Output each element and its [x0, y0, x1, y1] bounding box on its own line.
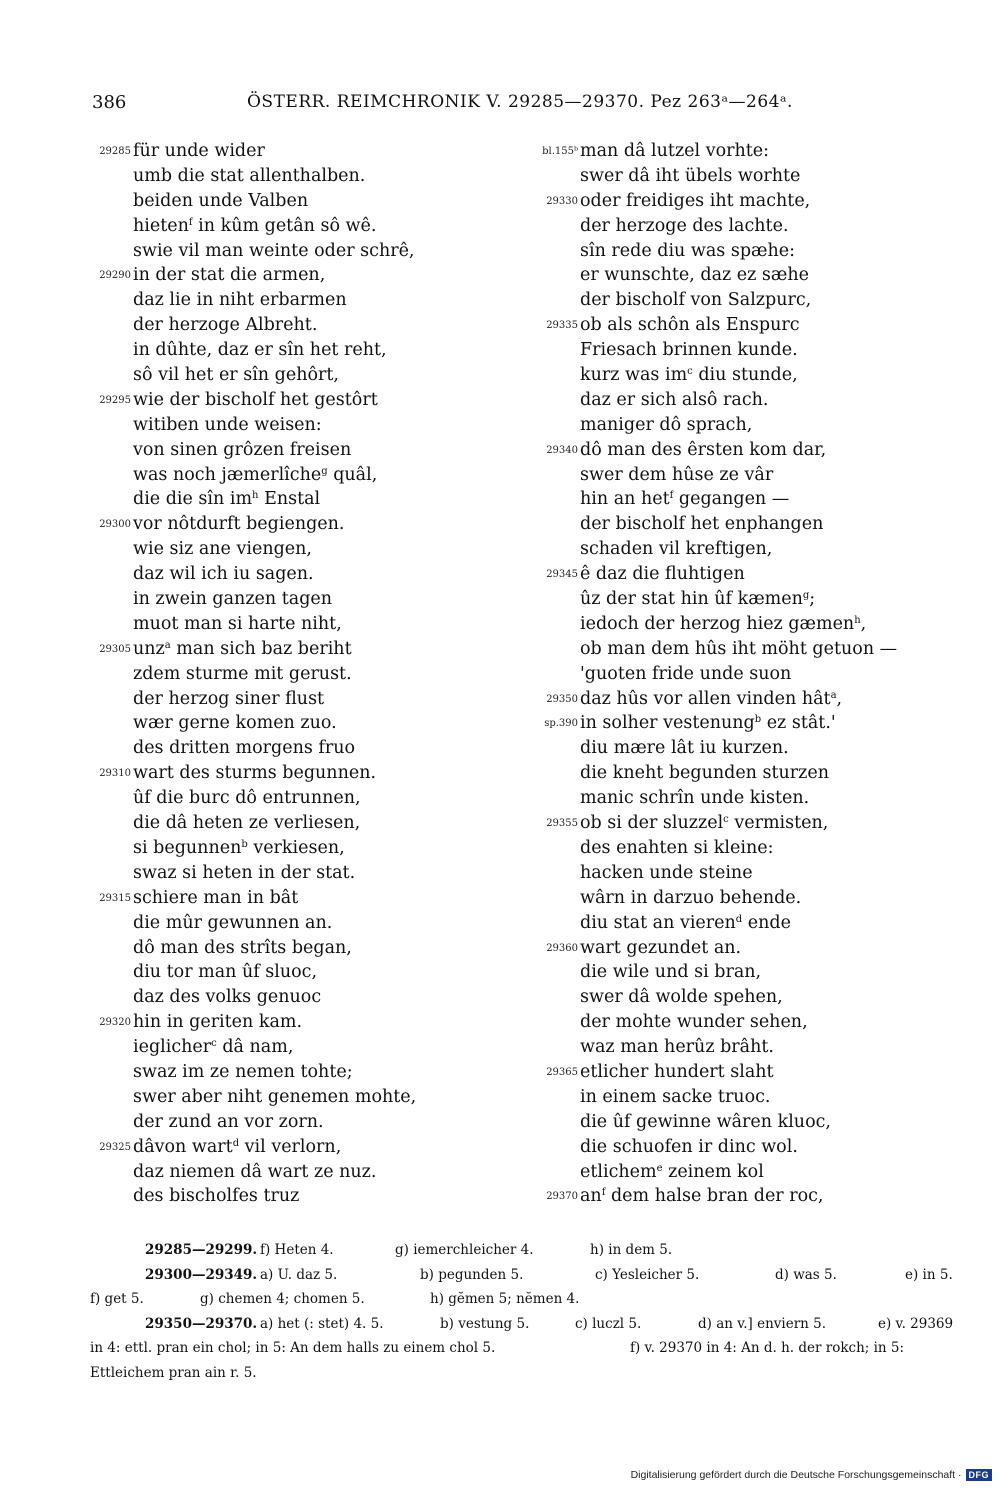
verse-line: [85, 1035, 515, 1060]
note-entry: f) get 5.: [90, 1291, 144, 1307]
verse-text: die dâ heten ze verliesen,: [133, 813, 361, 834]
verse-line: [85, 562, 515, 587]
verse-text: wie siz ane viengen,: [133, 539, 312, 560]
footnote-marker: c: [723, 814, 729, 826]
verse-text: hacken unde steine: [580, 862, 753, 883]
verse-line: [85, 214, 515, 239]
verse-line: [85, 1060, 515, 1085]
footnote-marker: c: [687, 366, 693, 378]
verse-number: 29305: [99, 643, 131, 655]
verse-text: wart des sturms begunnen.: [133, 763, 377, 784]
verse-text: der herzog siner flust: [133, 688, 325, 709]
note-range: 29300—29349.: [145, 1266, 258, 1283]
verse-text: witiben unde weisen:: [133, 414, 322, 435]
note-entry: c) Yesleicher 5.: [595, 1266, 700, 1283]
note-entry: e) in 5.: [905, 1266, 953, 1283]
verse-line: [85, 388, 515, 413]
verse-line: [85, 786, 515, 811]
verse-line: [520, 537, 940, 562]
note-range: 29285—29299.: [145, 1242, 258, 1258]
verse-line: [85, 313, 515, 338]
verse-line: [85, 736, 515, 761]
footnote-marker: g: [802, 590, 810, 602]
verse-line: [85, 1110, 515, 1135]
verse-number: 29370: [546, 1191, 578, 1203]
verse-line: [85, 189, 515, 214]
verse-line: [520, 836, 940, 861]
verse-line: [520, 313, 940, 338]
verse-number: 29355: [546, 818, 578, 830]
footnote-marker: h: [854, 614, 861, 626]
note-entry: e) v. 29369: [878, 1315, 954, 1332]
verse-line: [85, 139, 515, 164]
verse-text: in dûhte, daz er sîn het reht,: [133, 340, 387, 361]
note-entry: h) in dem 5.: [590, 1242, 673, 1258]
verse-line: [520, 662, 940, 687]
verse-line: [85, 911, 515, 936]
verse-line: [85, 612, 515, 637]
verse-text: daz wil ich iu sagen.: [133, 564, 314, 585]
verse-text: $an^f$ dem halse bran der roc,: [580, 1186, 824, 1207]
verse-text: der bischolf von Salzpurc,: [580, 290, 812, 311]
verse-text: vor nôtdurft begiengen.: [133, 514, 345, 535]
verse-text: beiden unde Valben: [133, 190, 309, 211]
verse-line: [520, 1135, 940, 1160]
verse-line: [520, 936, 940, 961]
verse-text: daz des volks genuoc: [133, 987, 322, 1008]
verse-line: [520, 612, 940, 637]
footnote-marker: c: [211, 1038, 217, 1050]
verse-text: ê daz die fluhtigen: [580, 564, 745, 585]
note-line: [90, 1336, 960, 1361]
verse-line: [85, 1085, 515, 1110]
verse-text: er wunschte, daz ez sæhe: [580, 265, 809, 286]
note-entry: b) vestung 5.: [440, 1315, 530, 1332]
verse-line: [520, 786, 940, 811]
verse-line: [520, 189, 940, 214]
note-entry: h) gĕmen 5; nĕmen 4.: [430, 1291, 580, 1307]
verse-line: [520, 388, 940, 413]
verse-number: 29335: [546, 320, 578, 332]
note-entry: d) was 5.: [775, 1266, 837, 1283]
verse-text: maniger dô sprach,: [580, 414, 753, 435]
verse-number: 29300: [99, 519, 131, 531]
verse-line: [520, 736, 940, 761]
verse-line: [520, 164, 940, 189]
footnote-marker: b: [754, 714, 762, 726]
verse-line: [520, 911, 940, 936]
verse-line: [85, 960, 515, 985]
verse-text: wær gerne komen zuo.: [133, 713, 337, 734]
verse-text: der herzoge Albreht.: [133, 315, 318, 336]
verse-line: [520, 239, 940, 264]
verse-text: diu tor man ûf sluoc,: [133, 962, 318, 983]
verse-text: die die sîn $im^h$ Enstal: [133, 489, 321, 510]
verse-text: sîn rede diu was spæhe:: [580, 240, 795, 261]
verse-line: [520, 811, 940, 836]
verse-line: [520, 463, 940, 488]
verse-text: si begunnen$^b$ verkiesen,: [133, 837, 345, 858]
verse-text: iedoch der herzog hiez gæmen$^h$,: [580, 613, 867, 634]
verse-number: 29285: [99, 146, 131, 157]
verse-line: [85, 1135, 515, 1160]
verse-line: [520, 960, 940, 985]
verse-text: die kneht begunden sturzen: [580, 763, 830, 784]
verse-line: [520, 438, 940, 463]
left-text-column: [85, 139, 515, 1209]
verse-line: [520, 363, 940, 388]
note-entry: a) het (: stet) 4. 5.: [260, 1315, 384, 1332]
verse-text: daz er sich alsô rach.: [580, 389, 769, 410]
verse-text: des enahten si kleine:: [580, 837, 774, 858]
dfg-logo: DFG: [966, 1469, 993, 1481]
verse-number: 29340: [546, 444, 578, 456]
verse-line: [85, 1184, 515, 1209]
verse-number: 29350: [546, 693, 578, 705]
verse-text: diu mære lât iu kurzen.: [580, 738, 789, 759]
verse-number: bl.155ᵇ: [542, 146, 578, 157]
verse-number: 29360: [546, 942, 578, 954]
verse-line: [85, 1010, 515, 1035]
verse-text: dâvon wart$^d$ vil verlorn,: [133, 1136, 342, 1157]
footnote-marker: g: [321, 465, 328, 477]
verse-line: [85, 338, 515, 363]
note-entry: f) Heten 4.: [260, 1242, 334, 1258]
verse-text: man dâ lutzel vorhte:: [580, 141, 770, 161]
verse-text: zdem sturme mit gerust.: [133, 663, 352, 684]
verse-line: [85, 239, 515, 264]
verse-line: [85, 363, 515, 388]
note-entry: c) luczl 5.: [575, 1315, 642, 1332]
note-line: [90, 1312, 960, 1337]
note-entry: g) iemerchleicher 4.: [395, 1242, 534, 1258]
footer-credit: [631, 1469, 992, 1481]
verse-number: 29320: [99, 1017, 131, 1029]
verse-text: ob si der sluzzel$^c$ vermisten,: [580, 813, 829, 834]
verse-text: von sinen grôzen freisen: [133, 439, 352, 460]
verse-line: [520, 886, 940, 911]
verse-line: [520, 338, 940, 363]
footnote-marker: f: [188, 216, 193, 228]
verse-text: etlichem$^e$ zeinem kol: [580, 1161, 764, 1182]
verse-line: [85, 985, 515, 1010]
verse-text: der bischolf het enphangen: [580, 514, 824, 535]
verse-line: [520, 1035, 940, 1060]
verse-text: hin an het$^f$ gegangen —: [580, 489, 790, 510]
verse-line: [520, 1085, 940, 1110]
verse-text: etlicher hundert slaht: [580, 1061, 774, 1082]
verse-text: swer dâ iht übels worhte: [580, 165, 801, 186]
verse-text: schaden vil kreftigen,: [580, 539, 773, 560]
footnote-marker: e: [656, 1162, 663, 1174]
verse-text: die ûf gewinne wâren kluoc,: [580, 1111, 831, 1132]
footnote-marker: d: [232, 1137, 240, 1149]
verse-line: [520, 413, 940, 438]
verse-line: [85, 288, 515, 313]
verse-text: der zund an vor zorn.: [133, 1111, 324, 1132]
verse-text: ûz der stat hin ûf kæmen$^g$;: [580, 589, 816, 610]
note-entry: d) an v.] enviern 5.: [698, 1315, 827, 1332]
verse-text: der mohte wunder sehen,: [580, 1012, 808, 1033]
verse-text: hieten$^f$ in kûm getân sô wê.: [133, 215, 377, 236]
verse-text: kurz was $im^c$ diu stunde,: [580, 365, 798, 386]
verse-line: [85, 886, 515, 911]
verse-text: in der stat die armen,: [133, 265, 326, 286]
page-header: [92, 92, 922, 116]
verse-line: [520, 1060, 940, 1085]
note-line: [90, 1287, 960, 1312]
verse-text: daz lie in niht erbarmen: [133, 290, 347, 311]
note-entry: f) v. 29370 in 4: An d. h. der rokch; in 5:: [630, 1340, 905, 1356]
verse-line: [85, 836, 515, 861]
verse-line: [85, 413, 515, 438]
note-entry: a) U. daz 5.: [260, 1266, 338, 1283]
verse-line: [85, 587, 515, 612]
footnote-marker: f: [669, 490, 674, 502]
verse-text: ob man dem hûs iht möht getuon —: [580, 638, 898, 659]
verse-line: [520, 687, 940, 712]
verse-text: in zwein ganzen tagen: [133, 589, 333, 610]
note-entry: b) pegunden 5.: [420, 1266, 524, 1283]
verse-text: ieglicher$^c$ dâ nam,: [133, 1037, 294, 1058]
verse-line: [85, 263, 515, 288]
right-text-column: [520, 139, 940, 1209]
verse-line: [85, 936, 515, 961]
footnote-marker: a: [830, 689, 837, 701]
verse-text: muot man si harte niht,: [133, 613, 342, 634]
verse-text: die schuofen ir dinc wol.: [580, 1136, 798, 1157]
verse-text: des dritten morgens fruo: [133, 738, 356, 759]
verse-text: des bischolfes truz: [133, 1186, 300, 1207]
verse-text: hin in geriten kam.: [133, 1012, 303, 1033]
verse-line: [520, 761, 940, 786]
verse-text: swaz si heten in der stat.: [133, 862, 356, 883]
verse-text: diu stat an vieren$^d$ ende: [580, 912, 791, 933]
verse-line: [85, 512, 515, 537]
verse-text: swer dâ wolde spehen,: [580, 987, 783, 1008]
verse-text: für unde wider: [133, 141, 265, 161]
verse-line: [85, 761, 515, 786]
verse-line: [85, 487, 515, 512]
page-number: 386: [92, 92, 127, 113]
verse-line: [520, 1110, 940, 1135]
verse-text: ob als schôn als Enspurc: [580, 315, 800, 336]
verse-line: [520, 512, 940, 537]
verse-text: unz$^a$ man sich baz beriht: [133, 638, 352, 659]
verse-number: 29365: [546, 1066, 578, 1078]
verse-text: in einem sacke truoc.: [580, 1086, 771, 1107]
verse-text: swie vil man weinte oder schrê,: [133, 240, 415, 261]
verse-text: die wile und si bran,: [580, 962, 762, 983]
verse-text: wie der bischolf het gestôrt: [133, 389, 378, 410]
verse-line: [520, 487, 940, 512]
verse-line: [85, 463, 515, 488]
footer-credit-text: Digitalisierung gefördert durch die Deutsche Forschungsgemeinschaft ·: [630, 1469, 962, 1481]
verse-line: [520, 861, 940, 886]
verse-number: sp.390: [544, 718, 578, 730]
note-line: [90, 1263, 960, 1288]
verse-text: schiere man in bât: [133, 887, 299, 908]
footnote-marker: b: [241, 838, 248, 850]
verse-line: [85, 637, 515, 662]
verse-line: [85, 687, 515, 712]
verse-text: in solher vestenung$^b$ ez stât.': [580, 713, 836, 734]
verse-number: 29330: [546, 195, 578, 207]
verse-text: swer aber niht genemen mohte,: [133, 1086, 417, 1107]
verse-number: 29295: [99, 394, 131, 406]
verse-text: daz hûs vor allen vinden hât$^a$,: [580, 688, 843, 709]
verse-line: [520, 214, 940, 239]
verse-text: ûf die burc dô entrunnen,: [133, 788, 361, 809]
verse-line: [520, 263, 940, 288]
verse-text: manic schrîn unde kisten.: [580, 788, 810, 809]
note-line: [90, 1238, 960, 1263]
note-entry: g) chemen 4; chomen 5.: [200, 1291, 365, 1307]
verse-line: [520, 985, 940, 1010]
verse-text: Friesach brinnen kunde.: [580, 340, 798, 361]
footnote-marker: h: [252, 490, 259, 502]
verse-line: [520, 637, 940, 662]
verse-line: [520, 562, 940, 587]
verse-number: 29310: [99, 768, 131, 780]
verse-line: [85, 861, 515, 886]
verse-number: 29315: [99, 892, 131, 904]
verse-line: [85, 1160, 515, 1185]
critical-apparatus: [90, 1238, 960, 1385]
verse-text: die mûr gewunnen an.: [133, 912, 333, 933]
verse-line: [85, 711, 515, 736]
verse-text: sô vil het er sîn gehôrt,: [133, 365, 339, 386]
verse-line: [520, 1160, 940, 1185]
verse-text: oder freidiges iht machte,: [580, 190, 811, 211]
verse-text: umb die stat allenthalben.: [133, 165, 366, 186]
verse-text: dô man des strîts began,: [133, 937, 352, 958]
verse-number: 29325: [99, 1141, 131, 1153]
verse-line: [520, 288, 940, 313]
note-entry: Ettleichem pran ain r. 5.: [90, 1364, 257, 1381]
verse-line: [85, 811, 515, 836]
footnote-marker: f: [601, 1187, 606, 1199]
verse-number: 29290: [99, 270, 131, 282]
verse-text: dô man des êrsten kom dar,: [580, 439, 827, 460]
verse-line: [85, 164, 515, 189]
verse-text: wart gezundet an.: [580, 937, 742, 958]
verse-number: 29345: [546, 569, 578, 581]
verse-line: [85, 438, 515, 463]
verse-text: waz man herûz brâht.: [580, 1037, 774, 1058]
note-line: [90, 1361, 960, 1386]
footnote-marker: d: [735, 913, 743, 925]
verse-line: [520, 1010, 940, 1035]
verse-text: 'guoten fride unde suon: [580, 663, 792, 684]
verse-text: der herzoge des lachte.: [580, 215, 789, 236]
verse-line: [520, 139, 940, 164]
verse-line: [85, 662, 515, 687]
running-title: ÖSTERR. REIMCHRONIK V. 29285—29370. Pez 263ᵃ—264ᵃ.: [247, 92, 793, 112]
note-range: 29350—29370.: [145, 1315, 258, 1332]
verse-text: swaz im ze nemen tohte;: [133, 1061, 353, 1082]
verse-line: [520, 711, 940, 736]
verse-text: wârn in darzuo behende.: [580, 887, 802, 908]
footnote-marker: a: [164, 639, 171, 651]
verse-text: swer dem hûse ze vâr: [580, 464, 774, 485]
verse-line: [85, 537, 515, 562]
verse-text: was noch jæmerlîche$^g$ quâl,: [133, 464, 378, 485]
verse-line: [520, 587, 940, 612]
note-entry: in 4: ettl. pran ein chol; in 5: An dem halls zu einem chol 5.: [90, 1340, 496, 1356]
verse-text: daz niemen dâ wart ze nuz.: [133, 1161, 377, 1182]
verse-line: [520, 1184, 940, 1209]
